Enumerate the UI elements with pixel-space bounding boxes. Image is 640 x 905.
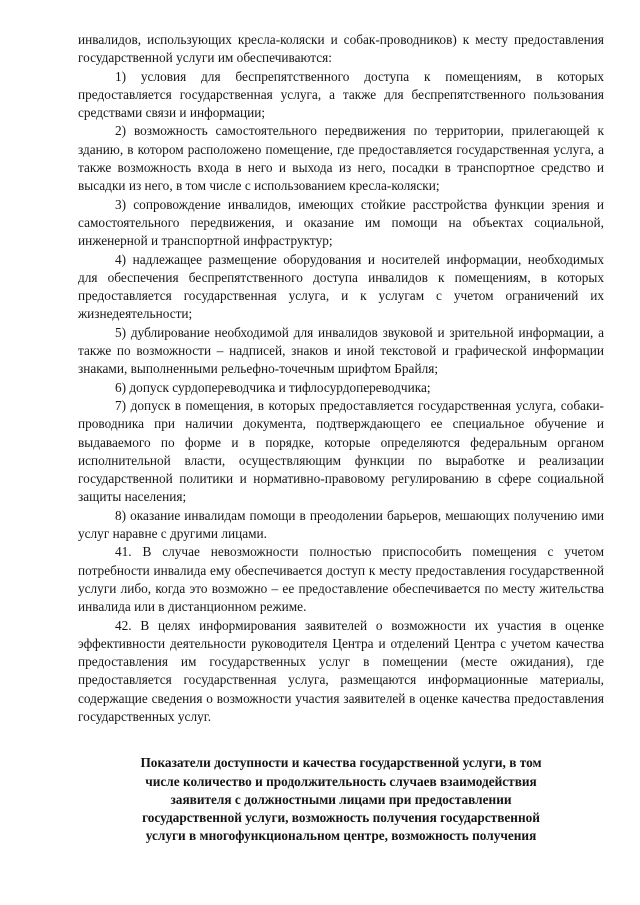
heading-line: числе количество и продолжительность случаев взаимодействия	[145, 773, 537, 789]
section-heading	[78, 754, 604, 845]
paragraph-continuation: инвалидов, использующих кресла-коляски и собак-проводников) к месту предоставления государственной услуги им обеспечиваются:	[78, 32, 604, 66]
list-item-5: 5) дублирование необходимой для инвалидов звуковой и зрительной информации, а также по возможности – надписей, знаков и иной текстовой и графической информации знаками, выполненными рельефно-точечным шрифтом Брайля;	[78, 324, 604, 377]
clause-42: 42. В целях информирования заявителей о возможности их участия в оценке эффективности деятельности руководителя Центра и отделений Центра с учетом качества предоставления им государственных услуг в помещении (месте ожидания), где предоставляется государственная услуга, размещаются информационные материалы, содержащие сведения о возможности участия заявителей в оценке качества предоставления государственных услуг.	[78, 617, 604, 724]
heading-line: заявителя с должностными лицами при предоставлении	[170, 791, 512, 807]
clause-41: 41. В случае невозможности полностью приспособить помещения с учетом потребности инвалида ему обеспечивается доступ к месту предоставления государственной услуги либо, когда это возможно – ее предоставление обеспечивается по месту жительства инвалида или в дистанционном режиме.	[78, 544, 604, 615]
list-item-7: 7) допуск в помещения, в которых предоставляется государственная услуга, собаки-проводника при наличии документа, подтверждающего ее специальное обучение и выдаваемого по форме и в порядке, которые определяются федеральным органом исполнительной власти, осуществляющим функции по выработке и реализации государственной политики и нормативно-правовому регулированию в сфере социальной защиты населения;	[78, 397, 604, 505]
list-item-8: 8) оказание инвалидам помощи в преодолении барьеров, мешающих получению ими услуг наравне с другими лицами.	[78, 507, 604, 542]
list-item-6: 6) допуск сурдопереводчика и тифлосурдопереводчика;	[115, 379, 431, 395]
list-item-2: 2) возможность самостоятельного передвижения по территории, прилегающей к зданию, в котором расположено помещение, где предоставляется государственная услуга, а также возможность входа в него и выхода из него, посадки в транспортное средство и высадки из него, в том числе с использованием кресла-коляски;	[78, 123, 604, 194]
list-item-1: 1) условия для беспрепятственного доступа к помещениям, в которых предоставляется государственная услуга, а также для беспрепятственного пользования средствами связи и информации;	[78, 68, 604, 121]
list-item-3: 3) сопровождение инвалидов, имеющих стойкие расстройства функции зрения и самостоятельного передвижения, и оказание им помощи на объектах социальной, инженерной и транспортной инфраструктур;	[78, 196, 604, 249]
heading-line: услуги в многофункциональном центре, возможность получения	[145, 828, 537, 844]
heading-line: государственной услуги, возможность получения государственной	[142, 810, 540, 826]
heading-line: Показатели доступности и качества государственной услуги, в том	[140, 755, 542, 771]
list-item-4: 4) надлежащее размещение оборудования и носителей информации, необходимых для обеспечения беспрепятственного доступа инвалидов к помещениям, в которых предоставляется государственная услуга, и к услугам с учетом ограничений их жизнедеятельности;	[78, 251, 604, 322]
document-page	[78, 31, 604, 846]
